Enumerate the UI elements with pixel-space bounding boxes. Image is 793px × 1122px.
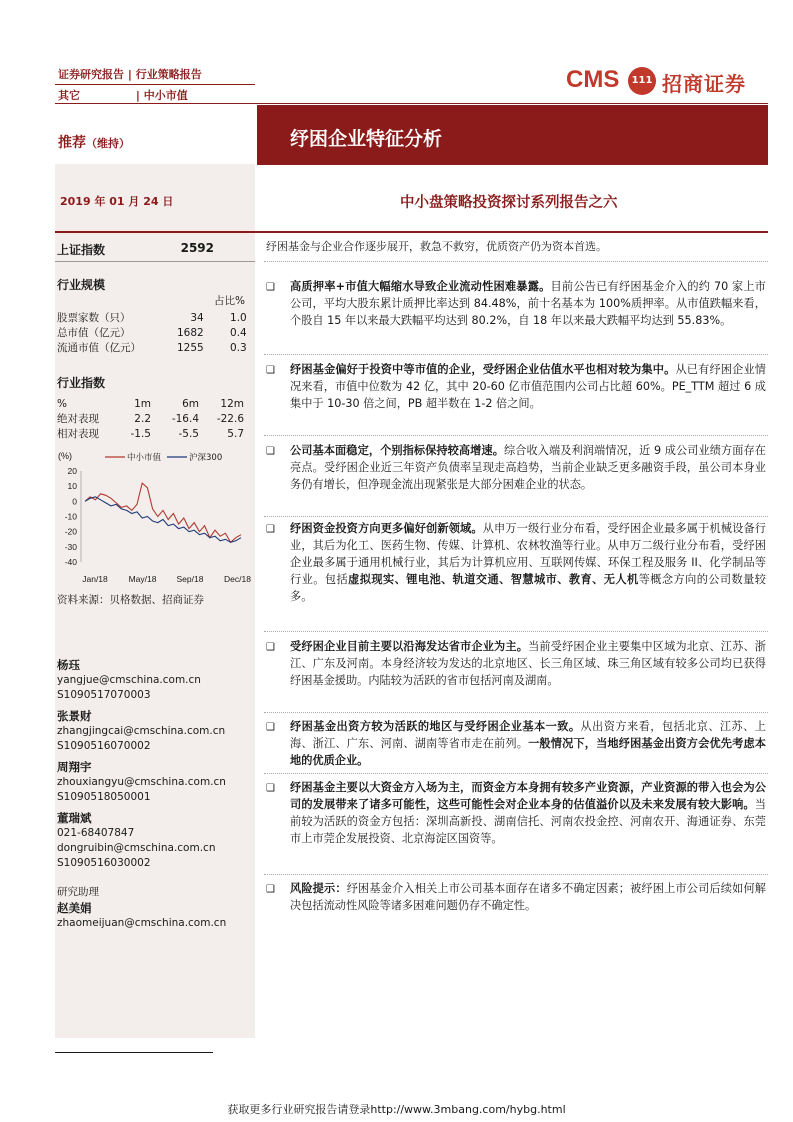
analyst-cert: S1090516070002 xyxy=(57,740,151,752)
bullet-divider xyxy=(264,874,768,875)
summary-divider xyxy=(264,261,768,262)
analyst-cert: S1090517070003 xyxy=(57,689,151,701)
analyst-email[interactable]: zhangjingcai@cmschina.com.cn xyxy=(57,725,226,737)
table-row xyxy=(57,310,247,325)
bullet-text: 从已有纾困企业情况来看，市值中位数为 42 亿，其中 20-60 亿市值范围内公司占比超 60%。PE_TTM 超过 6 成集中于 10-30 倍之间，PB 超半数在 1-2 倍之间。 xyxy=(290,363,766,410)
logo-cms-text: CMS xyxy=(566,66,620,93)
bullet-item xyxy=(290,278,766,329)
index-rule xyxy=(55,261,255,262)
series-line-0 xyxy=(85,483,241,542)
index-label: 上证指数 xyxy=(57,243,106,257)
analyst-name: 董瑞斌 xyxy=(57,811,92,825)
rating-status: （维持） xyxy=(86,137,130,150)
row-name: 相对表现 xyxy=(57,428,99,440)
footnote-rule xyxy=(55,1052,213,1053)
bullet-bold: 高质押率+市值大幅缩水导致企业流动性困难暴露。 xyxy=(290,280,551,293)
col-header: % xyxy=(57,397,67,410)
analyst-name: 杨珏 xyxy=(57,658,80,672)
bullet-text-2: 等概念方向的公司数量较多。 xyxy=(290,573,766,603)
industry-index-table xyxy=(57,396,244,441)
report-type-line: 证券研究报告 | 行业策略报告 xyxy=(58,68,202,81)
bullet-text: 目前公告已有纾困基金介入的约 70 家上市公司，平均大股东累计质押比率达到 84.48%，前十名基本为 100%质押率。从市值跌幅来看，个股自 15 年以来最大跌幅平均达到 80.2%，自 18 年以来最大跌幅平均达到 55.83%。 xyxy=(290,280,766,327)
legend-label-1: 沪深300 xyxy=(189,453,223,463)
row-value: 34 xyxy=(190,311,204,324)
bullet-box-icon: ❑ xyxy=(266,524,275,535)
row-6m: -5.5 xyxy=(178,427,199,440)
x-tick-label: Sep/18 xyxy=(176,574,204,584)
industry-index-heading: 行业指数 xyxy=(57,376,106,390)
table-row xyxy=(57,325,247,340)
y-tick-label: -30 xyxy=(64,541,77,552)
bullet-bold: 纾困基金出资方较为活跃的地区与受纾困企业基本一致。 xyxy=(290,720,581,733)
report-date: 2019 年 01 月 24 日 xyxy=(60,195,174,208)
summary-text: 纾困基金与企业合作逐步展开，救急不救穷，优质资产仍为资本首选。 xyxy=(266,240,607,253)
bullet-box-icon: ❑ xyxy=(266,365,275,376)
bullet-box-icon: ❑ xyxy=(266,642,275,653)
bullet-item xyxy=(290,361,766,412)
col-header: 6m xyxy=(182,397,199,410)
row-pct: 0.3 xyxy=(230,341,247,354)
bullet-box-icon: ❑ xyxy=(266,884,275,895)
series-line-1 xyxy=(85,497,241,543)
analyst-cert: S1090518050001 xyxy=(57,791,151,803)
source-note: 资料来源：贝格数据、招商证券 xyxy=(57,594,204,606)
bullet-bold-2: 虚拟现实、锂电池、轨道交通、智慧城市、教育、无人机 xyxy=(348,573,639,586)
bullet-divider xyxy=(264,712,768,713)
table-header-row xyxy=(57,396,244,411)
bullet-item xyxy=(290,442,766,493)
y-tick-label: -40 xyxy=(64,557,77,567)
logo-cn-text: 招商证券 xyxy=(662,74,746,96)
bullet-bold: 风险提示： xyxy=(290,882,347,895)
analyst-email[interactable]: dongruibin@cmschina.com.cn xyxy=(57,842,216,854)
bullet-item xyxy=(290,520,766,605)
row-1m: -1.5 xyxy=(130,427,151,440)
header-divider xyxy=(55,84,255,85)
bullet-divider xyxy=(264,354,768,355)
bullet-item xyxy=(290,718,766,769)
col-header: 1m xyxy=(134,397,151,410)
logo-badge-icon: 111 xyxy=(628,67,656,95)
assistant-role: 研究助理 xyxy=(57,886,99,898)
row-6m: -16.4 xyxy=(171,412,199,425)
row-name: 总市值（亿元） xyxy=(57,327,131,339)
col-header: 12m xyxy=(220,397,244,410)
bullet-item xyxy=(290,779,766,847)
bullet-box-icon: ❑ xyxy=(266,783,275,794)
analyst-block xyxy=(57,657,257,931)
analyst-phone: 021-68407847 xyxy=(57,827,135,839)
bullet-text: 从申万一级行业分布看，受纾困企业最多属于机械设备行业，其后为化工、医药生物、传媒、计算机、农林牧渔等行业。从申万二级行业分布看，受纾困企业最多属于通用机械行业，其后为计算机应用、互联网传媒、环保工程及服务 II、化学制品等行业。包括 xyxy=(290,522,766,586)
y-tick-label: 0 xyxy=(72,496,77,507)
table-row xyxy=(57,340,247,355)
assistant-email[interactable]: zhaomeijuan@cmschina.com.cn xyxy=(57,917,227,929)
rating xyxy=(58,132,130,152)
subtitle-rule xyxy=(55,231,768,233)
row-value: 1682 xyxy=(177,326,204,339)
row-pct: 1.0 xyxy=(230,311,247,324)
report-sub-right: 中小市值 xyxy=(143,89,188,102)
bullet-bold: 纾困资金投资方向更多偏好创新领域。 xyxy=(290,522,483,535)
industry-scale-col-header: 占比% xyxy=(214,295,245,307)
footer-link[interactable]: 获取更多行业研究报告请登录http://www.3mbang.com/hybg.html xyxy=(227,1103,566,1116)
rating-label: 推荐 xyxy=(58,135,86,151)
row-12m: 5.7 xyxy=(227,427,244,440)
cms-logo xyxy=(566,64,771,98)
bullet-text: 综合收入端及利润端情况，近 9 成公司业绩方面存在亮点。受纾困企业近三年资产负债率呈现走高趋势，当前企业缺乏更多融资手段，虽公司本身业务仍有增长，但净现金流出现紧张是大部分困难企业的状态。 xyxy=(290,444,766,491)
row-name: 绝对表现 xyxy=(57,413,99,425)
report-category: 行业策略报告 xyxy=(135,68,202,81)
bullet-bold: 公司基本面稳定，个别指标保持较高增速。 xyxy=(290,444,504,457)
chart-legend xyxy=(105,452,222,463)
row-name: 股票家数（只） xyxy=(57,312,131,324)
y-tick-label: 20 xyxy=(67,466,77,476)
x-tick-label: Dec/18 xyxy=(224,574,251,584)
bullet-bold: 纾困基金主要以大资金方入场为主，而资金方本身拥有较多产业资源，产业资源的带入也会为公司的发展带来了诸多可能性，这些可能性会对企业本身的估值溢价以及未来发展有较大影响。 xyxy=(290,781,766,811)
report-sub-left: 其它 xyxy=(58,89,80,102)
header-rule xyxy=(55,103,768,104)
bullet-box-icon: ❑ xyxy=(266,722,275,733)
bullet-box-icon: ❑ xyxy=(266,282,275,293)
table-row xyxy=(57,426,244,441)
y-tick-label: 10 xyxy=(67,481,77,492)
analyst-email[interactable]: zhouxiangyu@cmschina.com.cn xyxy=(57,776,226,788)
bullet-text: 纾困基金介入相关上市公司基本面存在诸多不确定因素；被纾困上市公司后续如何解决包括流动性风险等诸多困难问题仍存不确定性。 xyxy=(290,882,766,912)
analyst-name: 张景财 xyxy=(57,709,92,723)
x-tick-label: May/18 xyxy=(128,574,157,584)
x-tick-label: Jan/18 xyxy=(82,574,108,584)
bullet-divider xyxy=(264,516,768,517)
bullet-bold-2: 一般情况下，当地纾困基金出资方会优先考虑本地的优质企业。 xyxy=(290,737,766,767)
bullet-text: 当前受纾困企业主要集中区域为北京、江苏、浙江、广东及河南。本身经济较为发达的北京地区、长三角区域、珠三角区域有较多公司均已获得纾困基金援助。内陆较为活跃的省市包括河南及湖南。 xyxy=(290,640,766,687)
bullet-item xyxy=(290,638,766,689)
index-chart xyxy=(55,445,255,587)
industry-scale-heading: 行业规模 xyxy=(57,278,106,292)
index-value: 2592 xyxy=(180,241,214,255)
row-1m: 2.2 xyxy=(134,412,151,425)
report-subtitle: 中小盘策略投资探讨系列报告之六 xyxy=(400,195,618,211)
row-pct: 0.4 xyxy=(230,326,247,339)
analyst-cert: S1090516030002 xyxy=(57,857,151,869)
bullet-bold: 纾困基金偏好于投资中等市值的企业，受纾困企业估值水平也相对较为集中。 xyxy=(290,363,676,376)
y-tick-label: -10 xyxy=(64,511,77,522)
bullet-text: 从出资方来看，包括北京、江苏、上海、浙江、广东、河南、湖南等省市走在前列。 xyxy=(290,720,766,750)
bullet-text: 当前较为活跃的资金方包括：深圳高新投、湖南信托、河南农投金控、河南农开、海通证券、东莞市上市莞企发展投资、北京海淀区国资等。 xyxy=(290,798,766,845)
legend-label-0: 中小市值 xyxy=(127,453,162,463)
report-type: 证券研究报告 xyxy=(58,68,124,81)
bullet-bold: 受纾困企业目前主要以沿海发达省市企业为主。 xyxy=(290,640,529,653)
y-tick-label: -20 xyxy=(64,526,77,537)
bullet-divider xyxy=(264,631,768,632)
analyst-name: 周翔宇 xyxy=(57,760,92,774)
chart-ylabel: (%) xyxy=(58,451,72,461)
bullet-item xyxy=(290,880,766,914)
table-row xyxy=(57,411,244,426)
bullet-divider xyxy=(264,773,768,774)
row-name: 流通市值（亿元） xyxy=(57,342,141,354)
assistant-name: 赵美娟 xyxy=(57,901,92,915)
row-value: 1255 xyxy=(177,341,204,354)
industry-scale-table xyxy=(57,310,247,355)
page-title: 纾困企业特征分析 xyxy=(290,128,443,150)
bullet-box-icon: ❑ xyxy=(266,446,275,457)
report-sub-line: 其它 | 中小市值 xyxy=(58,89,188,102)
bullet-divider xyxy=(264,435,768,436)
row-12m: -22.6 xyxy=(216,412,244,425)
analyst-email[interactable]: yangjue@cmschina.com.cn xyxy=(57,674,201,686)
